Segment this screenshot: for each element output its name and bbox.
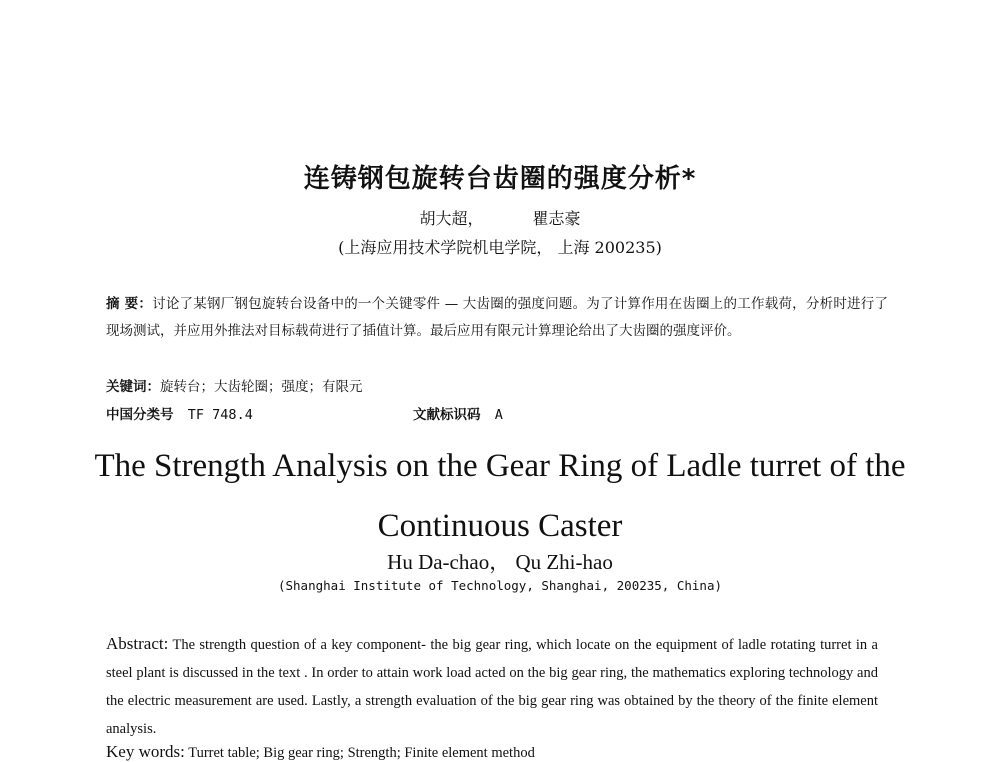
document-code [413, 403, 503, 423]
english-authors: Hu Da-chao， Qu Zhi-hao [387, 550, 613, 574]
english-keywords [106, 742, 878, 762]
classification-label: 中国分类号 [106, 407, 174, 423]
chinese-abstract [106, 291, 888, 345]
chinese-author-2: 瞿志豪 [532, 209, 581, 228]
english-keywords-label: Key words: [106, 742, 185, 761]
classification-value: TF 748.4 [187, 407, 253, 423]
chinese-title: 连铸钢包旋转台齿圈的强度分析* [303, 164, 697, 194]
english-title: The Strength Analysis on the Gear Ring of Ladle turret of the Continuous Caster [94, 448, 906, 544]
chinese-author-1: 胡大超， [419, 209, 484, 228]
english-abstract-text: The strength question of a key component- the big gear ring, which locate on the equipment of ladle rotating turret in a steel plant is discussed in the text . In order to attain work load acted on the big gear ring, the mathematics exploring technology and the electric measurement are used. Lastly, a strength evaluation of the big gear ring was obtained by the theory of the finite element analysis. [106, 637, 878, 737]
chinese-keywords-text: 旋转台；大齿轮圈；强度；有限元 [160, 379, 363, 395]
document-code-label: 文献标识码 [413, 407, 481, 423]
english-abstract-label: Abstract: [106, 634, 169, 653]
chinese-abstract-text: 讨论了某钢厂钢包旋转台设备中的一个关键零件 — 大齿圈的强度问题。为了计算作用在齿圈上的工作载荷，分析时进行了现场测试，并应用外推法对目标载荷进行了插值计算。最后应用有限元计算理论给出了大齿圈的强度评价。 [106, 296, 888, 339]
chinese-abstract-label: 摘 要： [106, 296, 153, 312]
english-keywords-text: Turret table; Big gear ring; Strength; Finite element method [188, 745, 535, 761]
chinese-keywords [106, 375, 888, 395]
chinese-keywords-label: 关键词： [106, 379, 160, 395]
classification-line [106, 403, 888, 423]
english-affiliation: (Shanghai Institute of Technology, Shanghai, 200235, China) [277, 578, 722, 593]
chinese-authors [0, 206, 1000, 229]
english-abstract [106, 630, 878, 743]
document-code-value: A [494, 407, 503, 423]
chinese-affiliation: (上海应用技术学院机电学院， 上海 200235) [338, 238, 662, 257]
